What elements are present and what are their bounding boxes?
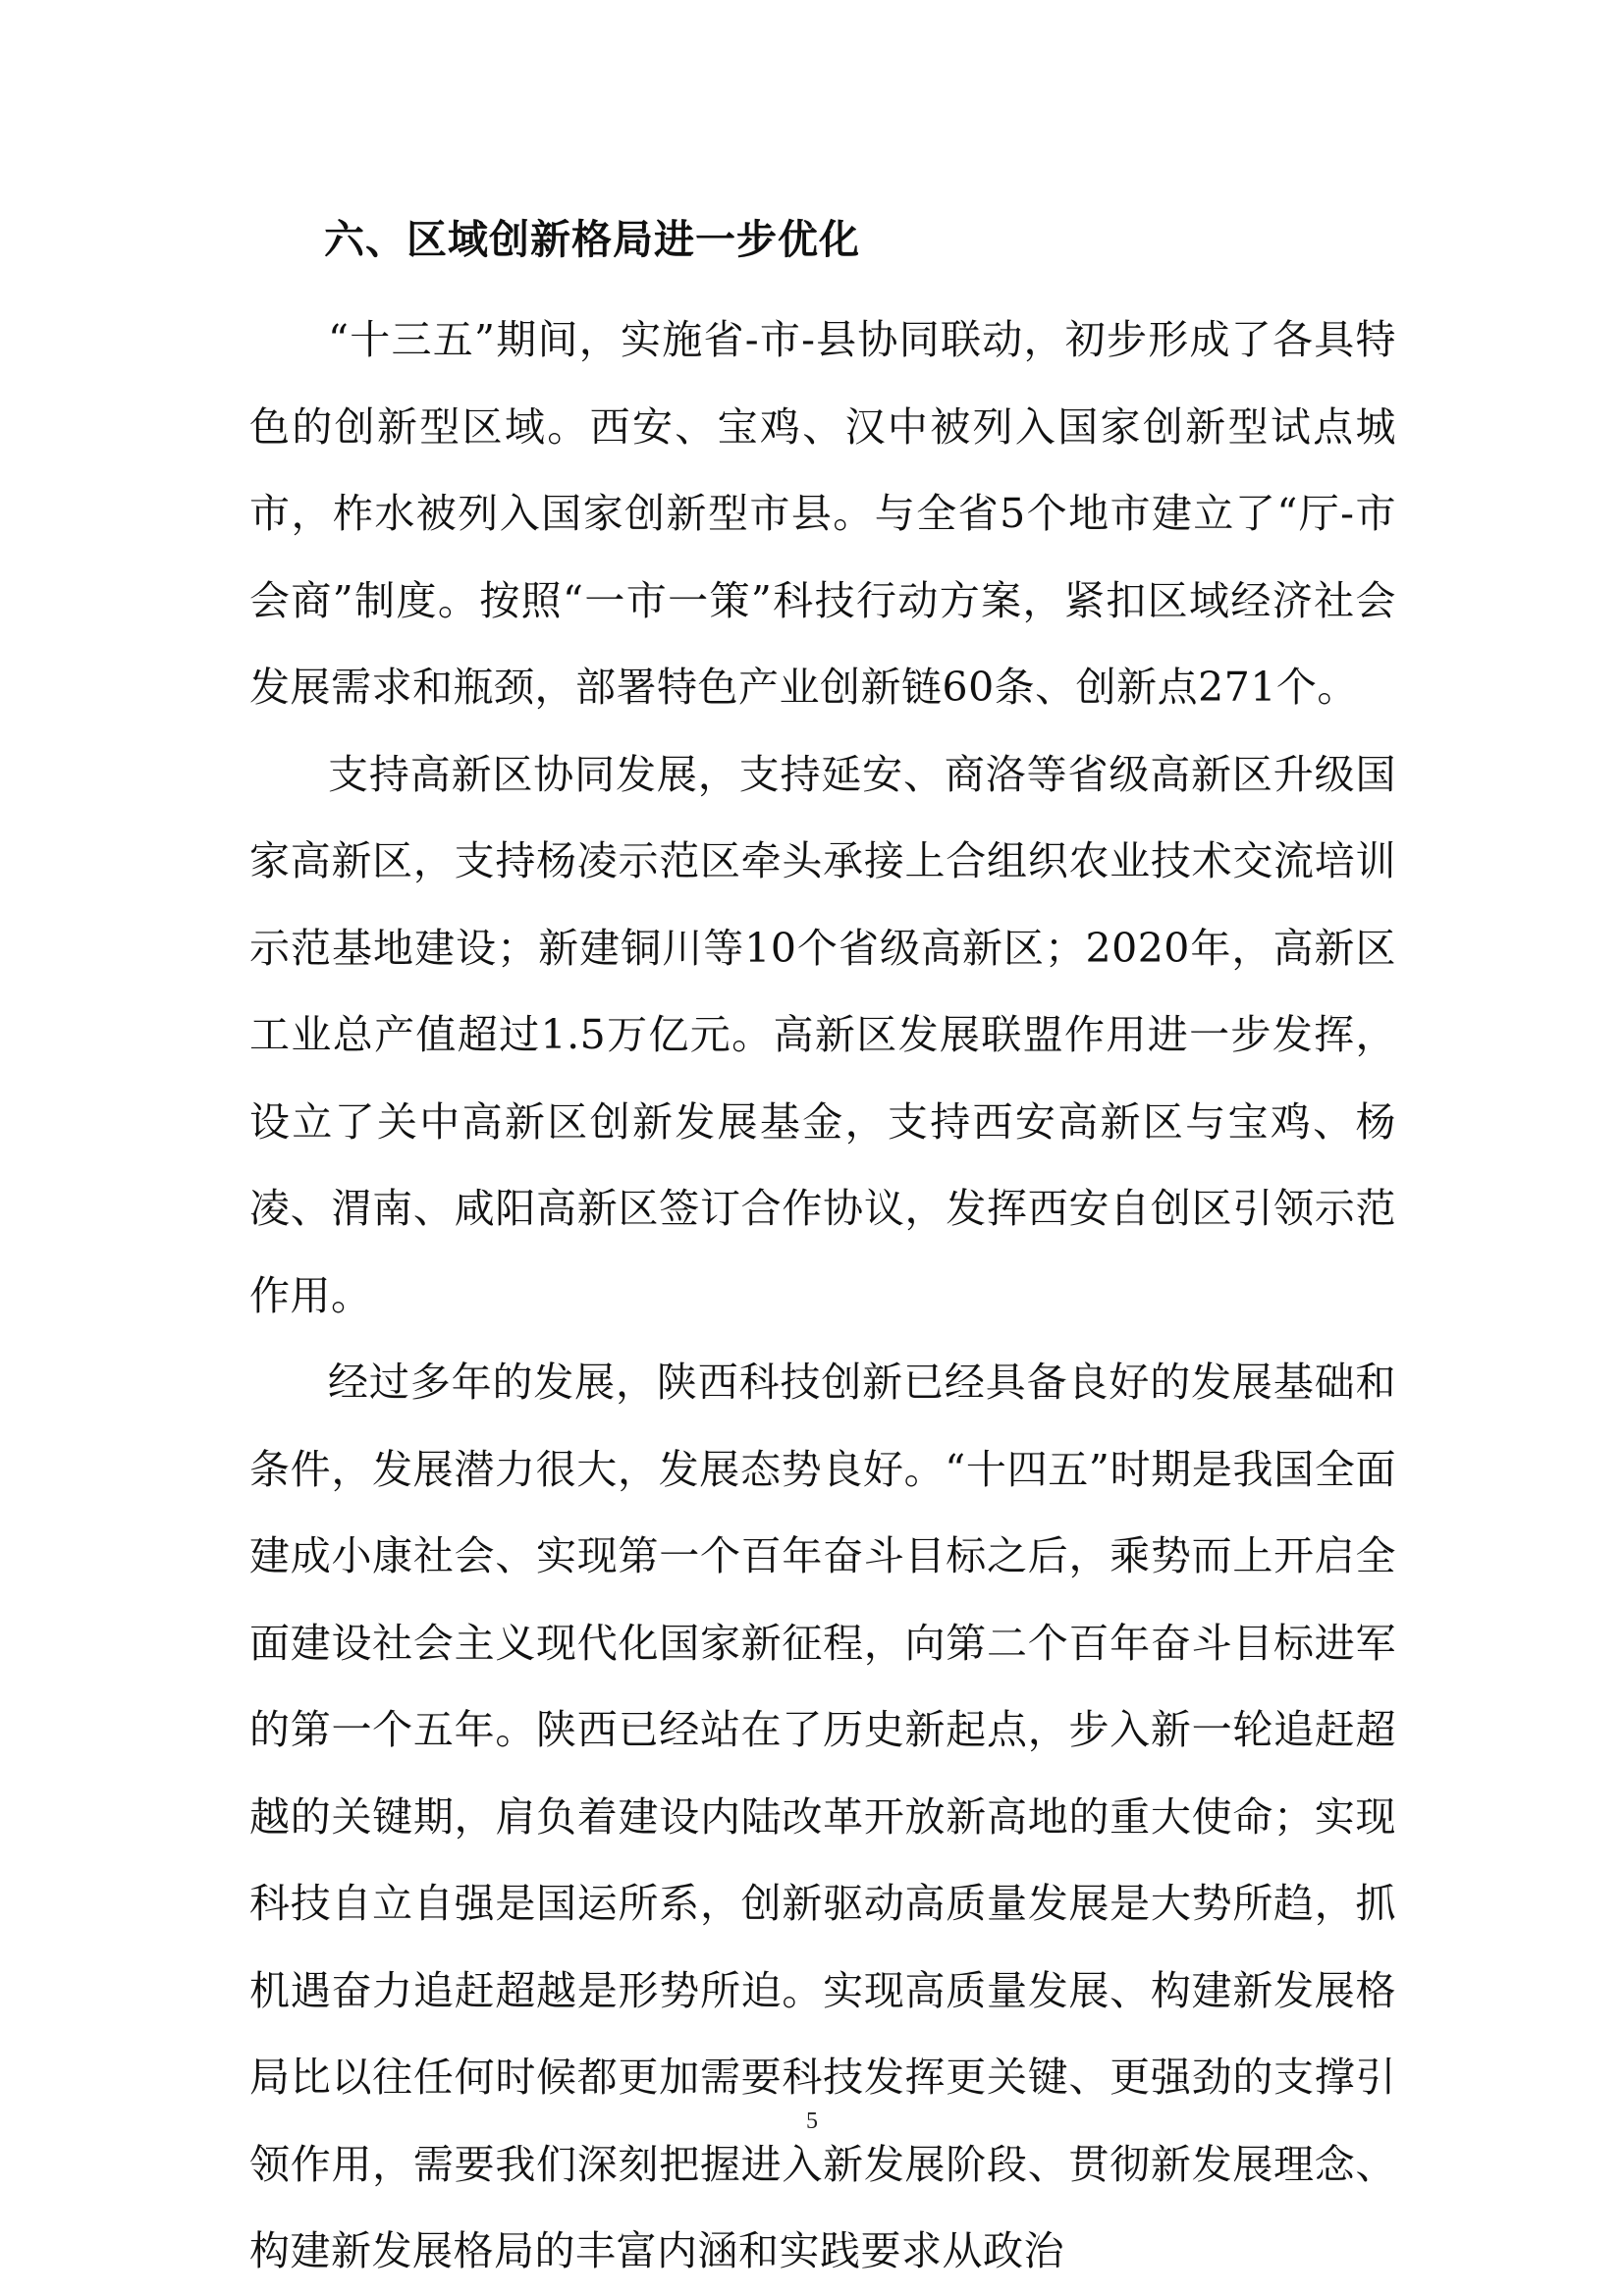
section-heading: 六、区域创新格局进一步优化 bbox=[324, 216, 860, 263]
paragraph-development-outlook: 经过多年的发展，陕西科技创新已经具备良好的发展基础和条件，发展潜力很大，发展态势良好。“十四五”时期是我国全面建成小康社会、实现第一个百年奋斗目标之后，乘势而上开启全面建设社会主义现代化国家新征程，向第二个百年奋斗目标进军的第一个五年。陕西已经站在了历史新起点，步入新一轮追赶超越的关键期，肩负着建设内陆改革开放新高地的重大使命；实现科技自立自强是国运所系，创新驱动高质量发展是大势所趋，抓机遇奋力追赶超越是形势所迫。实现高质量发展、构建新发展格局比以往任何时候都更加需要科技发挥更关键、更强劲的支撑引领作用，需要我们深刻把握进入新发展阶段、贯彻新发展理念、构建新发展格局的丰富内涵和实践要求从政治 bbox=[249, 1359, 1396, 2274]
paragraph-regional-innovation: “十三五”期间，实施省-市-县协同联动，初步形成了各具特色的创新型区域。西安、宝鸡、汉中被列入国家创新型试点城市，柞水被列入国家创新型市县。与全省5个地市建立了“厅-市会商”制度。按照“一市一策”科技行动方案，紧扣区域经济社会发展需求和瓶颈，部署特色产业创新链60条、创新点271个。 bbox=[249, 316, 1396, 711]
page-content bbox=[249, 210, 1396, 2295]
page-number: 5 bbox=[806, 2109, 818, 2134]
paragraph-high-tech-zones: 支持高新区协同发展，支持延安、商洛等省级高新区升级国家高新区，支持杨凌示范区牵头承接上合组织农业技术交流培训示范基地建设；新建铜川等10个省级高新区；2020年，高新区工业总产值超过1.5万亿元。高新区发展联盟作用进一步发挥，设立了关中高新区创新发展基金，支持西安高新区与宝鸡、杨凌、渭南、咸阳高新区签订合作协议，发挥西安自创区引领示范作用。 bbox=[249, 750, 1396, 1319]
